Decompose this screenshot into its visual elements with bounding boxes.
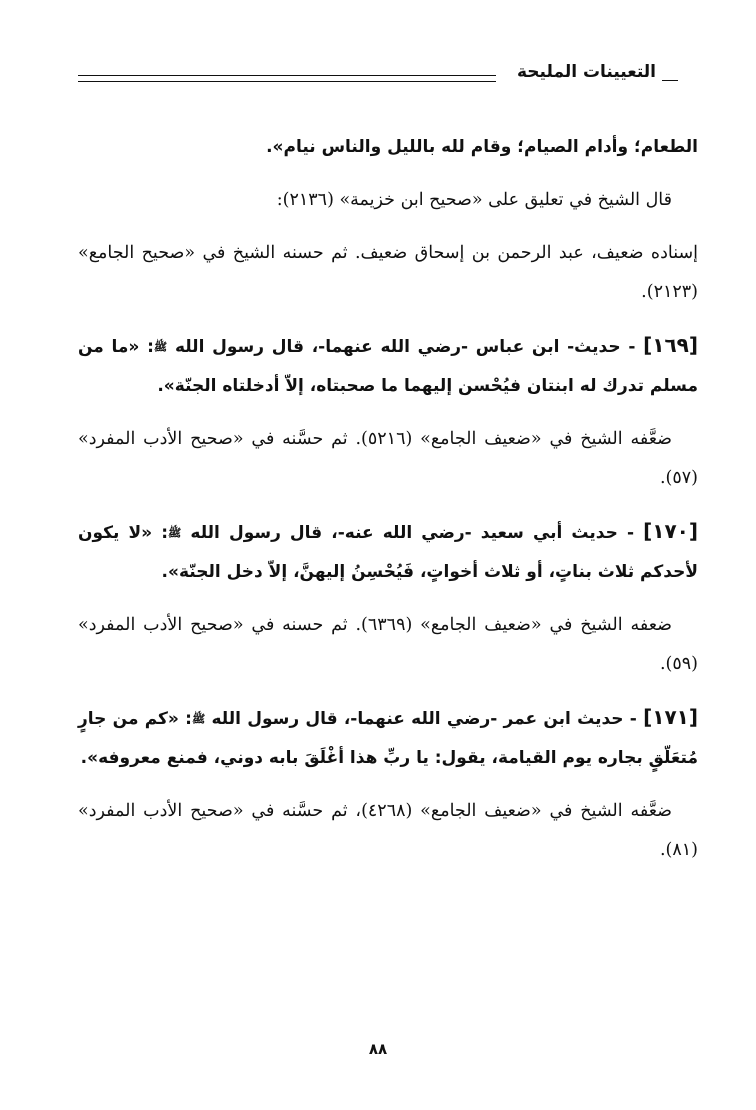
salla-glyph: ﷺ (153, 340, 168, 354)
paragraph-text: إسناده ضعيف، عبد الرحمن بن إسحاق ضعيف. ثم حسنه الشيخ في «صحيح الجامع» (٢١٢٣). (78, 243, 698, 302)
hadith-number: [١٦٩] (643, 333, 699, 357)
paragraph-text: ضعَّفه الشيخ في «ضعيف الجامع» (٥٢١٦). ثم حسَّنه في «صحيح الأدب المفرد» (٥٧). (78, 429, 698, 488)
paragraph-text: قال الشيخ في تعليق على «صحيح ابن خزيمة» (٢١٣٦): (276, 190, 672, 210)
hadith-170 (78, 512, 698, 592)
salla-glyph: ﷺ (168, 526, 182, 540)
paragraph-commentary (78, 420, 698, 498)
hadith-text: - حديث- ابن عباس -رضي الله عنهما-، قال رسول الله (174, 337, 636, 357)
header-rule-top (78, 75, 496, 76)
paragraph-commentary (78, 606, 698, 684)
paragraph-text: ضعَّفه الشيخ في «ضعيف الجامع» (٤٢٦٨)، ثم حسَّنه في «صحيح الأدب المفرد» (٨١). (78, 801, 698, 860)
hadith-text: - حديث أبي سعيد -رضي الله عنه-، قال رسول الله (190, 523, 635, 543)
paragraph-commentary (78, 181, 698, 220)
page-number: ٨٨ (368, 1040, 388, 1058)
hadith-171 (78, 698, 698, 778)
hadith-text: : «ما من مسلم تدرك له ابنتان فيُحْسن إليهما ما صحبتاه، إلاّ أدخلتاه الجنّة». (78, 337, 698, 396)
hadith-169 (78, 326, 698, 406)
paragraph-text: الطعام؛ وأدام الصيام؛ وقام لله بالليل والناس نيام». (266, 137, 698, 157)
paragraph-hadith-continuation (78, 128, 698, 167)
salla-glyph: ﷺ (191, 712, 206, 726)
header-rule-bottom (78, 81, 496, 82)
hadith-number: [١٧٠] (643, 519, 698, 543)
hadith-number: [١٧١] (643, 705, 699, 729)
hadith-text: : «لا يكون لأحدكم ثلاث بناتٍ، أو ثلاث أخواتٍ، فَيُحْسِنُ إليهنَّ، إلاّ دخل الجنّة». (78, 523, 698, 582)
hadith-text: - حديث ابن عمر -رضي الله عنهما-، قال رسول الله (211, 709, 637, 729)
hadith-text: : «كم من جارٍ مُتعَلّقٍ بجاره يوم القيامة، يقول: يا ربِّ هذا أغْلَقَ بابه دوني، فمنع معروفه». (78, 709, 698, 768)
header-dash (662, 80, 678, 81)
paragraph-commentary (78, 792, 698, 870)
paragraph-text: ضعفه الشيخ في «ضعيف الجامع» (٦٣٦٩). ثم حسنه في «صحيح الأدب المفرد» (٥٩). (78, 615, 698, 674)
running-header-title: التعيينات المليحة (517, 62, 656, 82)
paragraph-commentary (78, 234, 698, 312)
running-header (78, 62, 678, 90)
page-body (78, 128, 698, 870)
